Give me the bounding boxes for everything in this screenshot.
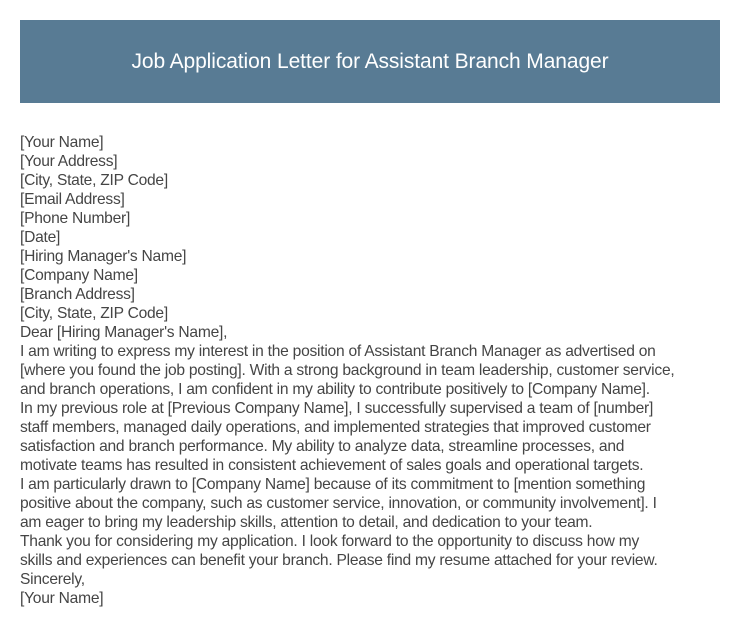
paragraph-introduction: [20, 342, 725, 399]
sender-phone: [Phone Number]: [20, 210, 131, 227]
recipient-city-state-zip: [City, State, ZIP Code]: [20, 305, 168, 322]
sender-email: [Email Address]: [20, 191, 125, 208]
paragraph-closing: [20, 532, 725, 570]
signature: [Your Name]: [20, 590, 104, 607]
recipient-branch-address: [Branch Address]: [20, 286, 135, 303]
salutation: Dear [Hiring Manager's Name],: [20, 324, 228, 341]
letter-body: [20, 133, 725, 608]
letter-date: [Date]: [20, 229, 61, 246]
paragraph-line: and branch operations, I am confident in my ability to contribute positively to [Company Name].: [20, 381, 650, 398]
paragraph-experience: [20, 399, 725, 475]
recipient-company: [Company Name]: [20, 267, 138, 284]
title-banner: [20, 20, 720, 103]
sender-address: [Your Address]: [20, 153, 118, 170]
paragraph-line: skills and experiences can benefit your branch. Please find my resume attached for your review.: [20, 552, 658, 569]
paragraph-line: I am writing to express my interest in the position of Assistant Branch Manager as advertised on: [20, 343, 656, 360]
paragraph-line: motivate teams has resulted in consistent achievement of sales goals and operational targets.: [20, 457, 644, 474]
recipient-name: [Hiring Manager's Name]: [20, 248, 187, 265]
paragraph-line: staff members, managed daily operations, and implemented strategies that improved customer: [20, 419, 651, 436]
sender-block: [20, 133, 725, 228]
paragraph-company-interest: [20, 475, 725, 532]
paragraph-line: satisfaction and branch performance. My ability to analyze data, streamline processes, and: [20, 438, 625, 455]
paragraph-line: Thank you for considering my application. I look forward to the opportunity to discuss how my: [20, 533, 640, 550]
paragraph-line: I am particularly drawn to [Company Name] because of its commitment to [mention something: [20, 476, 646, 493]
paragraph-line: am eager to bring my leadership skills, attention to detail, and dedication to your team.: [20, 514, 593, 531]
paragraph-line: [where you found the job posting]. With a strong background in team leadership, customer service,: [20, 362, 675, 379]
sender-name: [Your Name]: [20, 134, 104, 151]
closing: Sincerely,: [20, 571, 85, 588]
page-title: Job Application Letter for Assistant Branch Manager: [131, 49, 609, 73]
sender-city-state-zip: [City, State, ZIP Code]: [20, 172, 168, 189]
recipient-block: [20, 247, 725, 323]
paragraph-line: positive about the company, such as customer service, innovation, or community involvement]. I: [20, 495, 657, 512]
paragraph-line: In my previous role at [Previous Company Name], I successfully supervised a team of [number]: [20, 400, 654, 417]
